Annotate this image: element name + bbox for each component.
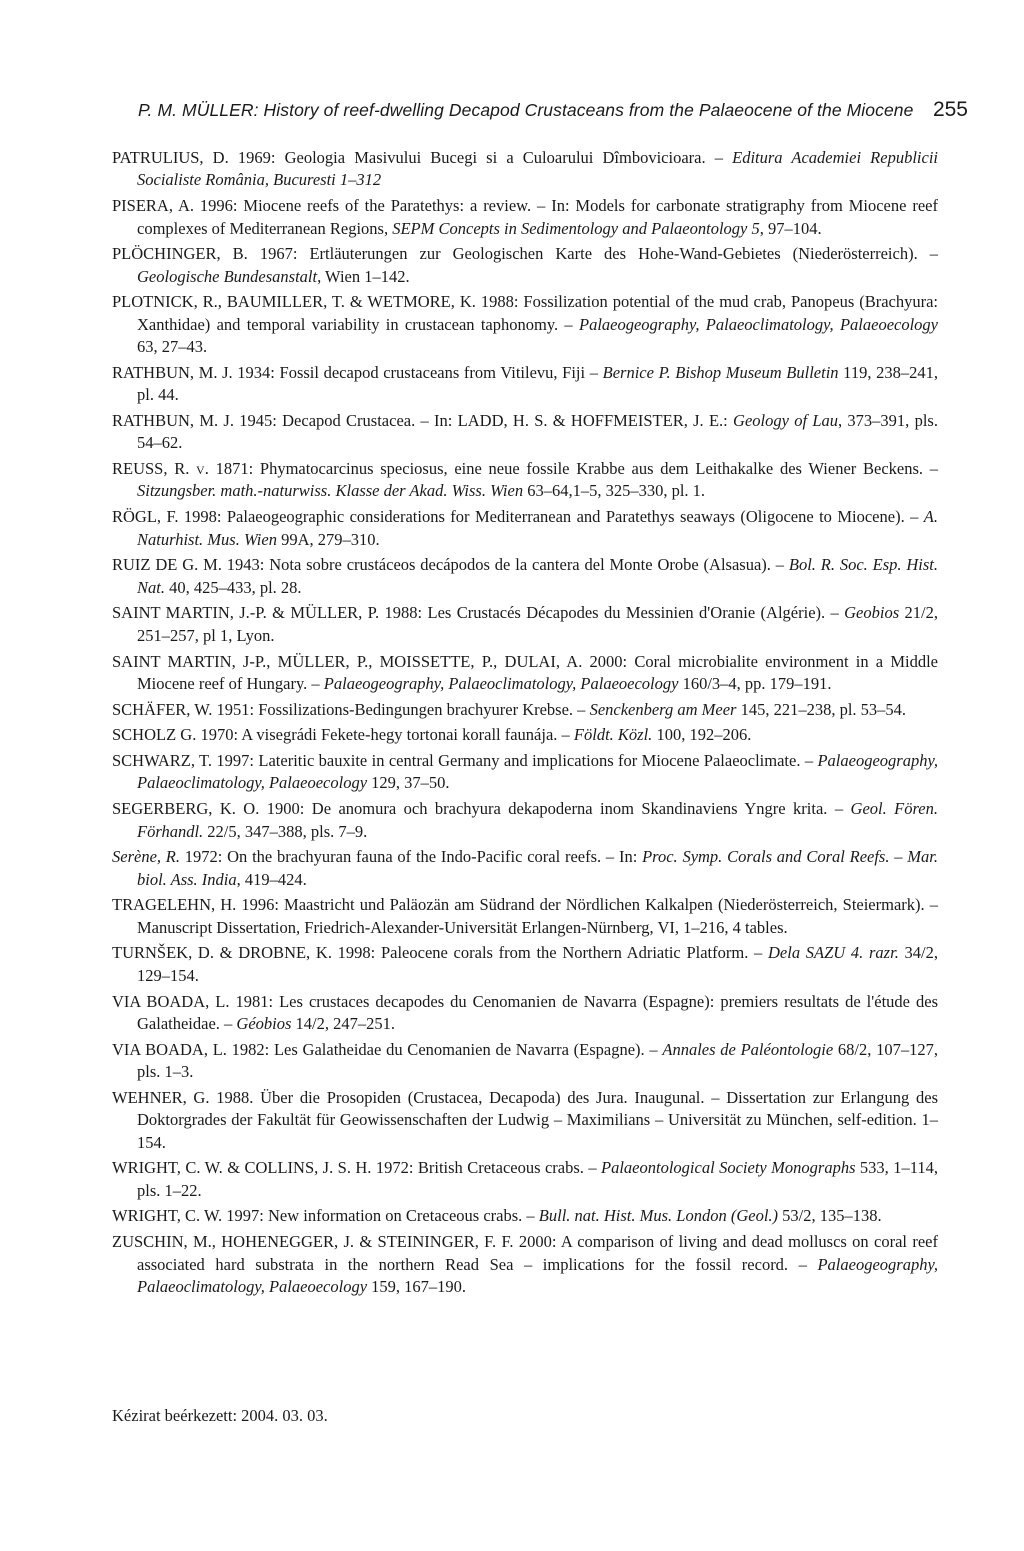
reference-item [112, 846, 938, 891]
reference-text: 1997: Lateritic bauxite in central Germany and implications for Miocene Palaeoclimate. – [212, 751, 818, 771]
reference-rest: 129, 37–50. [367, 773, 450, 793]
reference-source: Dela SAZU 4. razr. [768, 943, 899, 963]
reference-item [112, 1205, 938, 1227]
reference-rest: , 373–391, pls. 54–62. [137, 410, 938, 453]
manuscript-received-note: Kézirat beérkezett: 2004. 03. 03. [112, 1406, 328, 1425]
reference-rest: 40, 425–433, pl. 28. [164, 577, 302, 597]
reference-item [112, 1231, 938, 1298]
reference-source: Bernice P. Bishop Museum Bulletin [602, 362, 839, 382]
reference-source: Geol. Fören. Förhandl. [137, 799, 938, 841]
reference-rest: 34/2, 129–154. [137, 943, 939, 985]
running-header-title: P. M. MÜLLER: History of reef-dwelling Decapod Crustaceans from the Palaeocene of the Miocene [138, 100, 914, 120]
reference-rest: , Wien 1–142. [317, 266, 410, 286]
reference-rest: 119, 238–241, pl. 44. [137, 362, 938, 405]
reference-text: 1900: De anomura och brachyura dekapoderna inom Skandinaviens Yngre krita. – [259, 799, 851, 819]
reference-item [112, 458, 938, 503]
reference-text: 1981: Les crustaces decapodes du Cenomanien de Navarra (Espagne): premiers resultats de l'étude des Galatheidae. – [137, 991, 938, 1033]
reference-text: 1996: Maastricht und Paläozän am Südrand der Nördlichen Kalkalpen (Niederösterreich, Steiermark). – Manuscript Dissertation, Friedrich-Alexander-Universität Erlangen-Nürnberg, VI, 1–216, 4 tables. [137, 895, 938, 937]
reference-rest: 100, 192–206. [652, 725, 752, 745]
reference-item [112, 894, 938, 939]
reference-rest: 22/5, 347–388, pls. 7–9. [203, 821, 368, 841]
reference-item [112, 243, 938, 288]
reference-source: Géobios [236, 1013, 292, 1033]
reference-author: SAINT MARTIN, J.-P. & MÜLLER, P. [112, 603, 380, 623]
reference-author: SCHOLZ G. [112, 725, 197, 745]
reference-item [112, 699, 938, 721]
reference-author: RÖGL, F. [112, 507, 179, 527]
reference-source: Sitzungsber. math.-naturwiss. Klasse der Akad. Wiss. Wien [137, 481, 524, 501]
reference-rest: 145, 221–238, pl. 53–54. [736, 699, 907, 719]
reference-text: 1982: Les Galatheidae du Cenomanien de Navarra (Espagne). – [226, 1039, 663, 1059]
reference-rest: 99A, 279–310. [276, 529, 380, 549]
reference-text: 1970: A visegrádi Fekete-hegy tortonai korall faunája. – [196, 725, 574, 745]
reference-source: Palaeogeography, Palaeoclimatology, Palaeoecology [323, 673, 679, 693]
reference-author: SAINT MARTIN, J-P., MÜLLER, P., MOISSETTE, P., DULAI, A. [112, 651, 583, 671]
reference-author: PLÖCHINGER, B. [112, 244, 248, 264]
reference-author: SEGERBERG, K. O. [112, 799, 260, 819]
reference-item [112, 1087, 938, 1154]
reference-source: Palaeontological Society Monographs [601, 1158, 856, 1178]
reference-text: 1934: Fossil decapod crustaceans from Vitilevu, Fiji – [232, 362, 603, 382]
reference-text: 1871: Phymatocarcinus speciosus, eine neue fossile Krabbe aus dem Leithakalke des Wiener Beckens. – [208, 459, 938, 479]
reference-text: 1972: On the brachyuran fauna of the Indo-Pacific coral reefs. – In: [180, 847, 643, 867]
running-header [138, 98, 968, 122]
reference-source: Proc. Symp. Corals and Coral Reefs. – Mar. biol. Ass. India [137, 847, 938, 889]
reference-source: Editura Academiei Republicii Socialiste România, Bucuresti 1–312 [137, 148, 938, 190]
reference-author: TURNŠEK, D. & DROBNE, K. [112, 943, 332, 963]
reference-item [112, 602, 938, 647]
reference-rest: 533, 1–114, pls. 1–22. [137, 1158, 938, 1200]
reference-author: REUSS, R. v. [112, 459, 209, 479]
reference-text: 2000: Coral microbialite environment in a Middle Miocene reef of Hungary. – [137, 651, 938, 693]
reference-source: Bull. nat. Hist. Mus. London (Geol.) [538, 1206, 779, 1226]
reference-rest: , 97–104. [759, 218, 822, 238]
reference-text: 1943: Nota sobre crustáceos decápodos de la cantera del Monte Orobe (Alsasua). – [221, 555, 789, 575]
reference-rest: 14/2, 247–251. [291, 1013, 396, 1033]
reference-text: 1969: Geologia Masivului Bucegi si a Culoarului Dîmbovicioara. – [228, 148, 733, 167]
reference-author: ZUSCHIN, M., HOHENEGGER, J. & STEININGER, F. F. [112, 1232, 514, 1252]
reference-source: Annales de Paléontologie [662, 1039, 834, 1059]
reference-item [112, 1039, 938, 1084]
reference-rest: 21/2, 251–257, pl 1, Lyon. [137, 603, 938, 645]
reference-source: Senckenberg am Meer [589, 699, 737, 719]
reference-rest: 68/2, 107–127, pls. 1–3. [137, 1039, 938, 1082]
reference-item [112, 147, 938, 192]
reference-source: Palaeogeography, Palaeoclimatology, Palaeoecology [137, 1254, 938, 1296]
reference-source: Geobios [844, 603, 900, 623]
reference-text: 1997: New information on Cretaceous crabs. – [222, 1206, 539, 1226]
reference-author: RATHBUN, M. J. [112, 362, 233, 382]
reference-text: 1998: Palaeogeographic considerations for Mediterranean and Paratethys seaways (Oligocene to Miocene). – [178, 507, 924, 527]
reference-source: Bol. R. Soc. Esp. Hist. Nat. [137, 555, 938, 597]
reference-item [112, 991, 938, 1036]
reference-author: WRIGHT, C. W. [112, 1206, 223, 1226]
reference-author: PATRULIUS, D. [112, 148, 229, 167]
reference-list [112, 147, 938, 1302]
reference-rest: , 419–424. [236, 869, 307, 889]
reference-source: Geologische Bundesanstalt [137, 266, 318, 286]
reference-item [112, 291, 938, 358]
reference-author: WRIGHT, C. W. & COLLINS, J. S. H. [112, 1158, 372, 1178]
reference-text: 1996: Miocene reefs of the Paratethys: a review. – In: Models for carbonate stratigraphy from Miocene reef complexes of Mediterranean Regions, [137, 196, 938, 238]
reference-text: 1998: Paleocene corals from the Northern Adriatic Platform. – [331, 943, 768, 963]
reference-item [112, 942, 938, 987]
reference-text: 1988: Les Crustacés Décapodes du Messinien d'Oranie (Algérie). – [379, 603, 845, 623]
reference-item [112, 724, 938, 746]
reference-text: 1945: Decapod Crustacea. – In: LADD, H. S. & HOFFMEISTER, J. E.: [233, 410, 734, 430]
reference-item [112, 506, 938, 551]
reference-text: 1988. Über die Prosopiden (Crustacea, Decapoda) des Jura. Inaugunal. – Dissertation zur Erlangung des Doktorgrades der Fakultät für Geowissenschaften der Ludwig – Maximilians – Universität zu München, self-edition. 1–154. [137, 1087, 938, 1152]
reference-text: 2000: A comparison of living and dead molluscs on coral reef associated hard substrata in the northern Read Sea – implications for the fossil record. – [137, 1232, 938, 1274]
reference-rest: 63–64,1–5, 325–330, pl. 1. [523, 481, 706, 501]
reference-author: SCHWARZ, T. [112, 751, 213, 771]
reference-rest: 53/2, 135–138. [778, 1206, 882, 1226]
reference-item [112, 750, 938, 795]
reference-author: VIA BOADA, L. [112, 1039, 227, 1059]
reference-item [112, 1157, 938, 1202]
reference-rest: 159, 167–190. [367, 1276, 467, 1296]
reference-author: WEHNER, G. [112, 1087, 210, 1107]
reference-source: SEPM Concepts in Sedimentology and Palaeontology 5 [392, 218, 760, 238]
reference-item [112, 798, 938, 843]
reference-author: PLOTNICK, R., BAUMILLER, T. & WETMORE, K. [112, 292, 476, 312]
reference-item [112, 651, 938, 696]
reference-author: SCHÄFER, W. [112, 699, 213, 719]
reference-author: Serène, R. [112, 847, 180, 867]
reference-source: Geology of Lau [733, 410, 839, 430]
reference-source: Földt. Közl. [573, 725, 653, 745]
reference-source: A. Naturhist. Mus. Wien [137, 507, 938, 549]
reference-text: 1972: British Cretaceous crabs. – [371, 1158, 602, 1178]
reference-source: Palaeogeography, Palaeoclimatology, Palaeoecology [578, 314, 938, 334]
reference-text: 1988: Fossilization potential of the mud crab, Panopeus (Brachyura: Xanthidae) and temporal variability in crustacean taphonomy. – [137, 292, 938, 334]
reference-rest: 160/3–4, pp. 179–191. [678, 673, 832, 693]
reference-item [112, 362, 938, 407]
reference-item [112, 195, 938, 240]
reference-author: TRAGELEHN, H. [112, 895, 237, 915]
reference-item [112, 410, 938, 455]
reference-text: 1967: Ertläuterungen zur Geologischen Karte des Hohe-Wand-Gebietes (Niederösterreich). – [247, 244, 938, 264]
reference-item [112, 554, 938, 599]
reference-text: 1951: Fossilizations-Bedingungen brachyurer Krebse. – [212, 699, 590, 719]
reference-author: PISERA, A. [112, 196, 195, 216]
reference-rest: 63, 27–43. [137, 337, 208, 357]
reference-source: Palaeogeography, Palaeoclimatology, Palaeoecology [137, 751, 938, 793]
reference-author: RATHBUN, M. J. [112, 410, 234, 430]
page-number: 255 [932, 98, 968, 121]
reference-author: RUIZ DE G. M. [112, 555, 222, 575]
reference-author: VIA BOADA, L. [112, 991, 230, 1011]
